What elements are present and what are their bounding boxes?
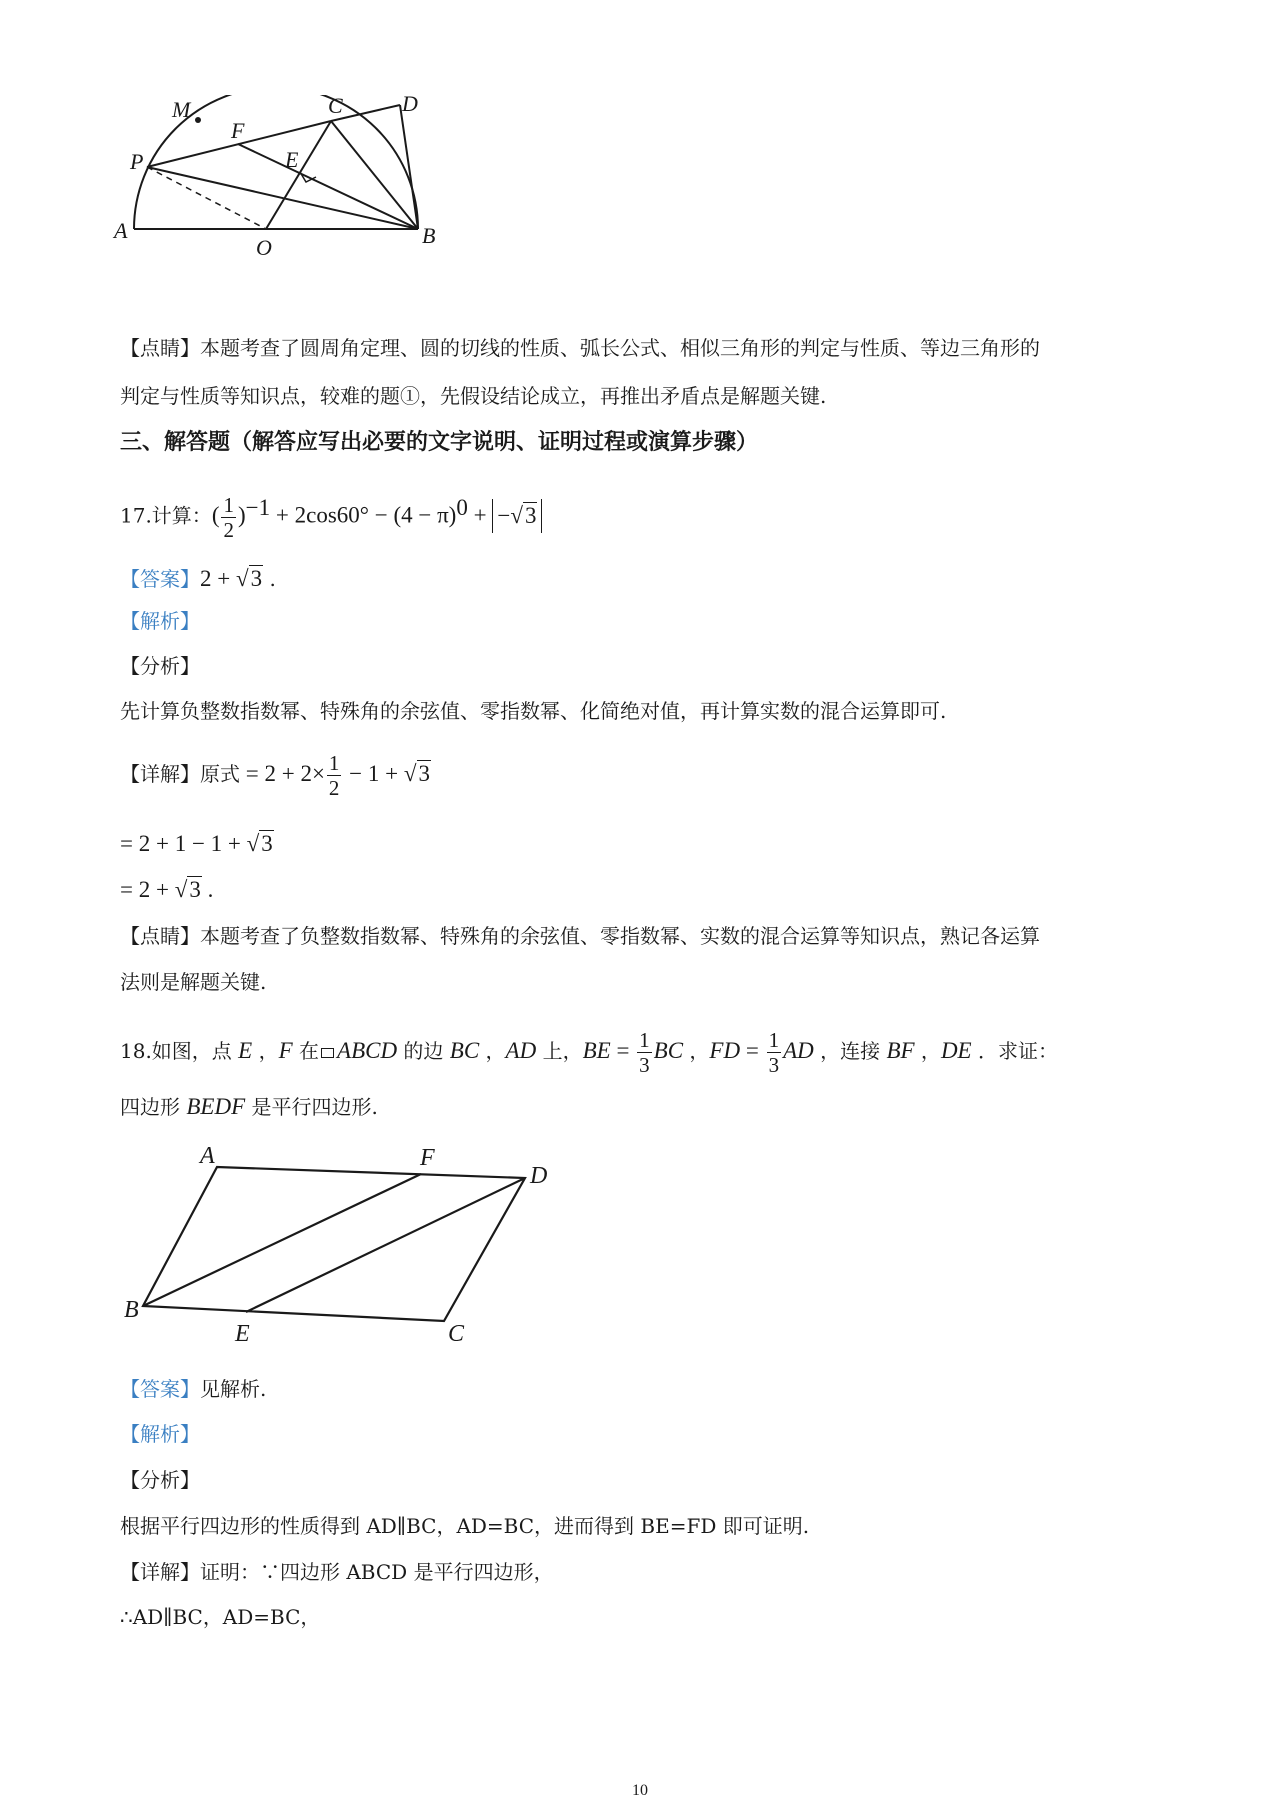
q17-detail-sqrt: √3 <box>403 761 430 786</box>
q18-jiexi-tag: 【解析】 <box>120 1422 200 1446</box>
q17-abs-minus: − <box>497 502 511 528</box>
q17-detail-pre: 原式 <box>200 762 240 786</box>
q17-step2-rad: 3 <box>261 831 273 856</box>
q17-open: ( <box>211 502 220 528</box>
q17-answer-rad: 3 <box>250 566 263 591</box>
q18-detail-tag: 【详解】 <box>120 1560 200 1584</box>
q17-abs-rad: 3 <box>524 502 537 528</box>
q18-line2-pre: 四边形 <box>120 1095 187 1119</box>
q17-dianjing-tag: 【点睛】 <box>120 924 200 948</box>
point-m <box>195 117 201 123</box>
q17-detail-tag: 【详解】 <box>120 762 200 786</box>
q18-prefix: 18.如图，点 <box>120 1039 239 1063</box>
label-o: O <box>256 235 272 260</box>
q17-dianjing-line1 <box>120 922 1040 950</box>
q18-answer-text: 见解析. <box>200 1377 267 1401</box>
q18-bf: BF <box>886 1038 915 1063</box>
q17-dianjing-line2: 法则是解题关键. <box>120 970 267 994</box>
q17-detail-eq1-tail: − 1 + <box>343 761 404 786</box>
q17-detail-frac-num: 1 <box>328 751 340 775</box>
q18-last-line: ∴AD∥BC，AD=BC， <box>120 1605 321 1629</box>
q18-lianjie: ，连接 <box>813 1039 887 1063</box>
q18-f: F <box>278 1038 293 1063</box>
label-e: E <box>235 1321 250 1347</box>
q18-de: DE <box>940 1038 972 1063</box>
segment-po-dashed <box>147 167 266 229</box>
q18-frac2 <box>767 1028 782 1077</box>
segment-co <box>266 121 331 229</box>
q17-frac-num: 1 <box>223 492 234 517</box>
q18-frac1-num: 1 <box>639 1028 650 1052</box>
segment-pb <box>147 167 418 229</box>
q17-detail <box>120 748 431 800</box>
q17-answer <box>120 565 276 593</box>
q17-answer-end: . <box>263 567 276 591</box>
q18-shang: 上， <box>536 1039 583 1063</box>
q18-qiuzheng: ．求证： <box>971 1039 1058 1063</box>
q17-detail-eq1: = 2 + 2× <box>240 761 325 786</box>
q18-c4: ， <box>914 1039 941 1063</box>
q18-ad: AD <box>505 1038 537 1063</box>
q17-step3-text: = 2 + <box>120 877 175 902</box>
q18-bc: BC <box>449 1038 480 1063</box>
q17-frac-den: 2 <box>223 517 234 542</box>
parallelogram-symbol-icon <box>321 1048 334 1058</box>
q17-abs <box>492 499 542 533</box>
segment-fb <box>238 144 418 229</box>
q17-close: ) <box>237 502 246 528</box>
q17-step3 <box>120 876 213 904</box>
q17-abs-sqrt: √3 <box>510 502 537 528</box>
label-f: F <box>231 118 245 143</box>
segment-ed <box>246 1178 525 1312</box>
label-d: D <box>530 1163 548 1189</box>
segment-bf <box>143 1174 421 1306</box>
q17-step2 <box>120 830 274 858</box>
q17-step2-text: = 2 + 1 − 1 + <box>120 831 247 856</box>
q17-answer-sqrt: √3 <box>235 566 263 591</box>
q18-bedf: BEDF <box>186 1094 246 1119</box>
dianjing-16-tag: 【点睛】 <box>120 336 200 360</box>
dianjing-16-text2: 判定与性质等知识点，较难的题①，先假设结论成立，再推出矛盾点是解题关键. <box>120 384 827 408</box>
q18-frac1 <box>637 1028 652 1077</box>
q18-frac2-num: 1 <box>768 1028 780 1052</box>
parallelogram-figure <box>110 1145 570 1360</box>
q17-dianjing-text1: 本题考查了负整数指数幂、特殊角的余弦值、零指数幂、实数的混合运算等知识点，熟记各运算 <box>200 924 1040 948</box>
q18-frac2-den: 3 <box>768 1053 780 1077</box>
semicircle-figure <box>110 95 490 300</box>
dianjing-16-line1 <box>120 334 1040 362</box>
q18-detail <box>120 1558 554 1586</box>
q18-line2-post: 是平行四边形. <box>245 1095 378 1119</box>
q17-plus: + <box>467 502 493 528</box>
q18-answer <box>120 1375 266 1403</box>
q17-step3-end: . <box>201 877 214 902</box>
q18-be: BE <box>582 1038 611 1063</box>
q17-step3-sqrt: √3 <box>174 877 201 902</box>
label-c: C <box>448 1321 465 1347</box>
label-c: C <box>328 95 343 118</box>
q17-question <box>120 482 542 542</box>
q17-fenxi-tag: 【分析】 <box>120 654 200 678</box>
q18-in: 在 <box>292 1039 320 1063</box>
q17-answer-tag: 【答案】 <box>120 567 200 591</box>
label-a: A <box>114 218 128 243</box>
q18-fd: FD <box>709 1038 741 1063</box>
q18-fenxi-text: 根据平行四边形的性质得到 AD∥BC，AD=BC，进而得到 BE=FD 即可证明. <box>120 1514 810 1538</box>
q17-detail-rad1: 3 <box>418 761 430 786</box>
q17-mid: + 2cos60° − (4 − π) <box>270 502 457 528</box>
q17-zero-exp: 0 <box>456 495 468 520</box>
q18-eq2: = <box>740 1038 765 1063</box>
q18-abcd: ABCD <box>337 1038 398 1063</box>
page-number: 10 <box>632 1782 648 1799</box>
q17-exp: −1 <box>245 495 271 520</box>
dianjing-16-text1: 本题考查了圆周角定理、圆的切线的性质、弧长公式、相似三角形的判定与性质、等边三角形的 <box>200 336 1040 360</box>
label-e: E <box>285 147 299 172</box>
label-b: B <box>422 223 436 248</box>
label-m: M <box>172 97 191 122</box>
label-f: F <box>420 1145 435 1171</box>
label-b: B <box>124 1297 139 1323</box>
q18-bian: 的边 <box>397 1039 450 1063</box>
q17-fenxi-text: 先计算负整数指数幂、特殊角的余弦值、零指数幂、化简绝对值，再计算实数的混合运算即可. <box>120 699 947 723</box>
q18-detail-text: 证明：∵四边形 ABCD 是平行四边形， <box>200 1560 554 1584</box>
q17-jiexi-tag: 【解析】 <box>120 609 200 633</box>
q18-c1: ， <box>252 1039 279 1063</box>
q17-step2-sqrt: √3 <box>246 831 273 856</box>
section-heading: 三、解答题（解答应写出必要的文字说明、证明过程或演算步骤） <box>120 429 759 455</box>
q18-c3: ， <box>683 1039 710 1063</box>
q18-answer-tag: 【答案】 <box>120 1377 200 1401</box>
q17-fraction <box>221 493 236 542</box>
q18-c2: ， <box>479 1039 506 1063</box>
q18-e: E <box>238 1038 253 1063</box>
q17-step3-rad: 3 <box>189 877 201 902</box>
parallelogram-abcd <box>143 1167 525 1321</box>
dianjing-16-line2 <box>120 382 826 410</box>
q18-frac1-den: 3 <box>639 1053 650 1077</box>
label-p: P <box>130 149 144 174</box>
q17-detail-fraction <box>327 751 342 800</box>
q17-detail-frac-den: 2 <box>328 776 340 800</box>
q17-answer-pre: 2 + <box>200 566 236 591</box>
q18-fenxi-tag: 【分析】 <box>120 1468 200 1492</box>
label-a: A <box>200 1145 215 1169</box>
q18-question-line1 <box>120 1025 1058 1077</box>
q18-eq: = <box>610 1038 636 1063</box>
q17-prefix: 17.计算： <box>120 503 212 528</box>
label-d: D <box>402 95 418 116</box>
q18-bc2: BC <box>653 1038 684 1063</box>
q18-ad2: AD <box>783 1038 814 1063</box>
q18-question-line2 <box>120 1093 378 1121</box>
